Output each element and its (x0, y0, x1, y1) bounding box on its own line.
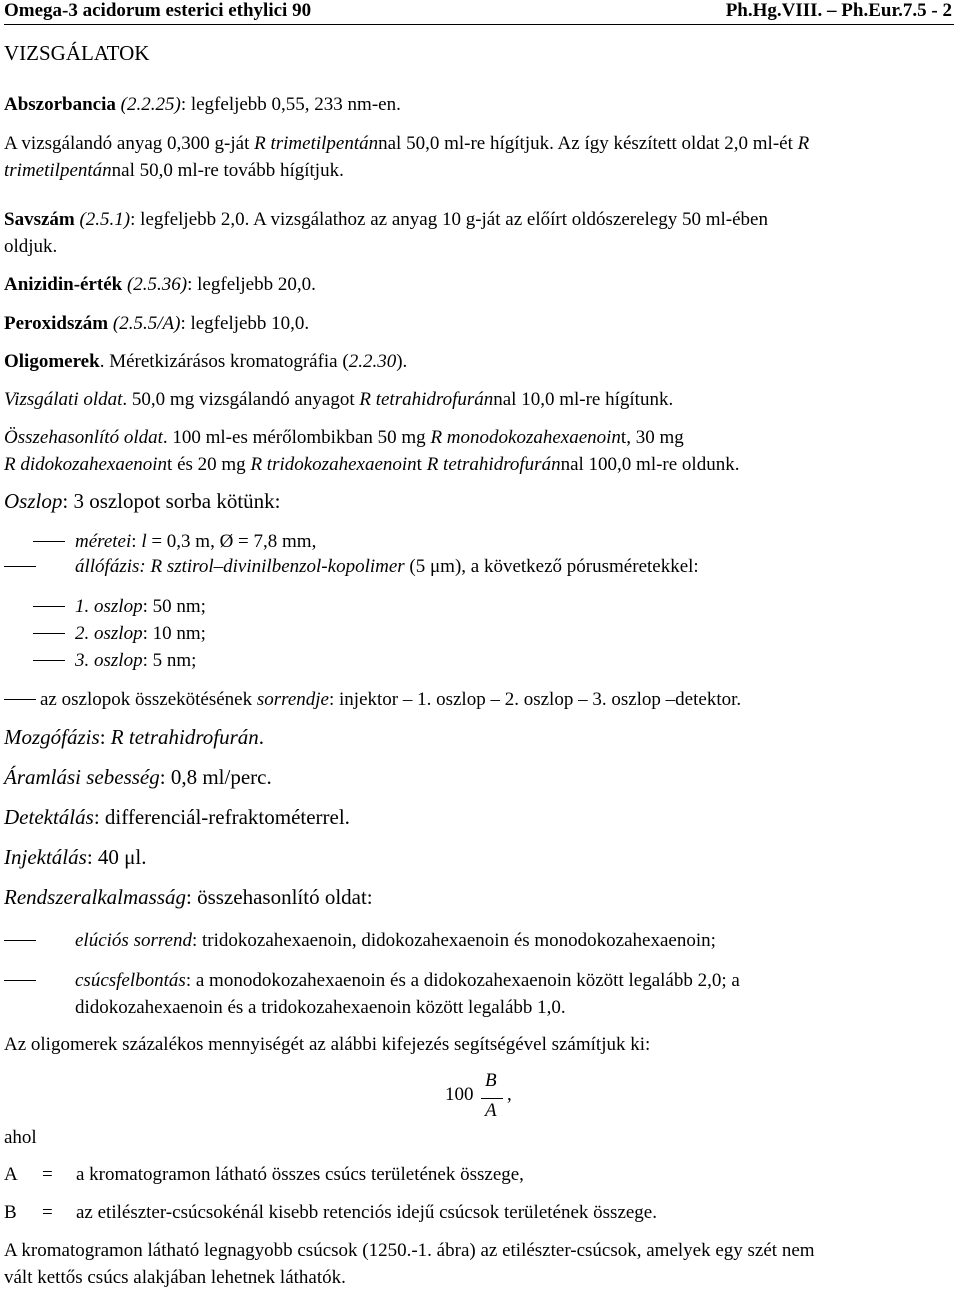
absorbancia-method-line2: trimetilpentánnal 50,0 ml-re tovább hígítjuk. (4, 160, 344, 181)
csucsfelbontas-line1: csúcsfelbontás: a monodokozahexaenoin és a didokozahexaenoin között legalább 2,0; a (75, 970, 740, 991)
oszlop-line: Oszlop: 3 oszlopot sorba kötünk: (4, 489, 281, 513)
definition-b (4, 1202, 952, 1229)
bullet-dash (33, 606, 65, 607)
mozgofazis-line: Mozgófázis: R tetrahidrofurán. (4, 725, 265, 749)
fraction-bar (481, 1098, 503, 1099)
injektalas-line: Injektálás: 40 μl. (4, 845, 147, 869)
percentage-formula (445, 1070, 565, 1130)
rendszer-line: Rendszeralkalmasság: összehasonlító oldat: (4, 885, 373, 909)
bullet-dash (4, 980, 36, 981)
section-title: VIZSGÁLATOK (4, 41, 150, 65)
monograph-title: Omega-3 acidorum esterici ethylici 90 (4, 0, 312, 21)
bullet-dash (4, 699, 36, 700)
aramlasi-line: Áramlási sebesség: 0,8 ml/perc. (4, 765, 272, 789)
definition-a (4, 1164, 952, 1191)
page-header (4, 0, 954, 25)
absorbancia-label: Abszorbancia (4, 94, 116, 115)
absorbancia-text: : legfeljebb 0,55, 233 nm-en. (180, 94, 401, 115)
formula-coefficient: 100 (445, 1084, 474, 1105)
oligomerek-line: Oligomerek. Méretkizárásos kromatográfia (2.2.30). (4, 351, 408, 372)
pharmacopoeia-reference: Ph.Hg.VIII. – Ph.Eur.7.5 - 2 (725, 0, 952, 21)
oszlop-sorrend: az oszlopok összekötésének sorrendje: injektor – 1. oszlop – 2. oszlop – 3. oszlop –detektor. (40, 689, 742, 710)
osszehasonlito-line2: R didokozahexaenoint és 20 mg R tridokozahexaenoint R tetrahidrofuránnal 100,0 ml-re oldunk. (4, 454, 740, 475)
definition-text: az etilészter-csúcsokénál kisebb retenciós idejű csúcsok területének összege. (76, 1202, 657, 1223)
final-note-line1: A kromatogramon látható legnagyobb csúcsok (1250.-1. ábra) az etilészter-csúcsok, amelyek egy szét nem (4, 1240, 815, 1261)
final-note-line2: vált kettős csúcs alakjában lehetnek láthatók. (4, 1267, 346, 1288)
anizidin-line: Anizidin-érték (2.5.36): legfeljebb 20,0. (4, 274, 316, 295)
vizsgalati-oldat-line: Vizsgálati oldat. 50,0 mg vizsgálandó anyagot R tetrahidrofuránnal 10,0 ml-re hígítunk. (4, 389, 674, 410)
calc-intro: Az oligomerek százalékos mennyiségét az alábbi kifejezés segítségével számítjuk ki: (4, 1034, 651, 1055)
elucios-sorrend: elúciós sorrend: tridokozahexaenoin, didokozahexaenoin és monodokozahexaenoin; (75, 930, 716, 951)
oszlop-2: 2. oszlop: 10 nm; (75, 623, 206, 644)
definition-text: a kromatogramon látható összes csúcs területének összege, (76, 1164, 524, 1185)
formula-denominator: A (485, 1100, 497, 1121)
oszlop-meretei: méretei: l = 0,3 m, Ø = 7,8 mm, (75, 531, 317, 552)
absorbancia-line (4, 91, 952, 118)
definition-equals: = (42, 1202, 53, 1223)
bullet-dash (33, 541, 65, 542)
oszlop-3: 3. oszlop: 5 nm; (75, 650, 197, 671)
savszam-line: Savszám (2.5.1): legfeljebb 2,0. A vizsgálathoz az anyag 10 g-ját az előírt oldószerelegy 50 ml-ében (4, 209, 768, 230)
definition-equals: = (42, 1164, 53, 1185)
csucsfelbontas-line2: didokozahexaenoin és a tridokozahexaenoin között legalább 1,0. (75, 997, 566, 1018)
bullet-dash (4, 940, 36, 941)
bullet-dash (33, 633, 65, 634)
definition-symbol: B (4, 1202, 17, 1223)
absorbancia-ref: (2.2.25) (115, 94, 181, 115)
definition-symbol: A (4, 1164, 18, 1185)
detektalas-line: Detektálás: differenciál-refraktométerrel. (4, 805, 350, 829)
ahol-label: ahol (4, 1127, 37, 1148)
osszehasonlito-line1: Összehasonlító oldat. 100 ml-es mérőlombikban 50 mg R monodokozahexaenoint, 30 mg (4, 427, 684, 448)
peroxid-line: Peroxidszám (2.5.5/A): legfeljebb 10,0. (4, 313, 310, 334)
absorbancia-method-line1: A vizsgálandó anyag 0,300 g-ját R trimetilpentánnal 50,0 ml-re hígítjuk. Az így készített oldat 2,0 ml-ét R (4, 133, 810, 154)
savszam-label: Savszám (4, 209, 75, 230)
oszlop-allofazis: állófázis: R sztirol–divinilbenzol-kopolimer (5 μm), a következő pórusméretekkel: (75, 556, 699, 577)
bullet-dash (4, 566, 36, 567)
formula-comma: , (507, 1084, 512, 1105)
bullet-dash (33, 660, 65, 661)
formula-numerator: B (485, 1070, 497, 1091)
oszlop-1: 1. oszlop: 50 nm; (75, 596, 206, 617)
savszam-line2: oldjuk. (4, 236, 58, 257)
